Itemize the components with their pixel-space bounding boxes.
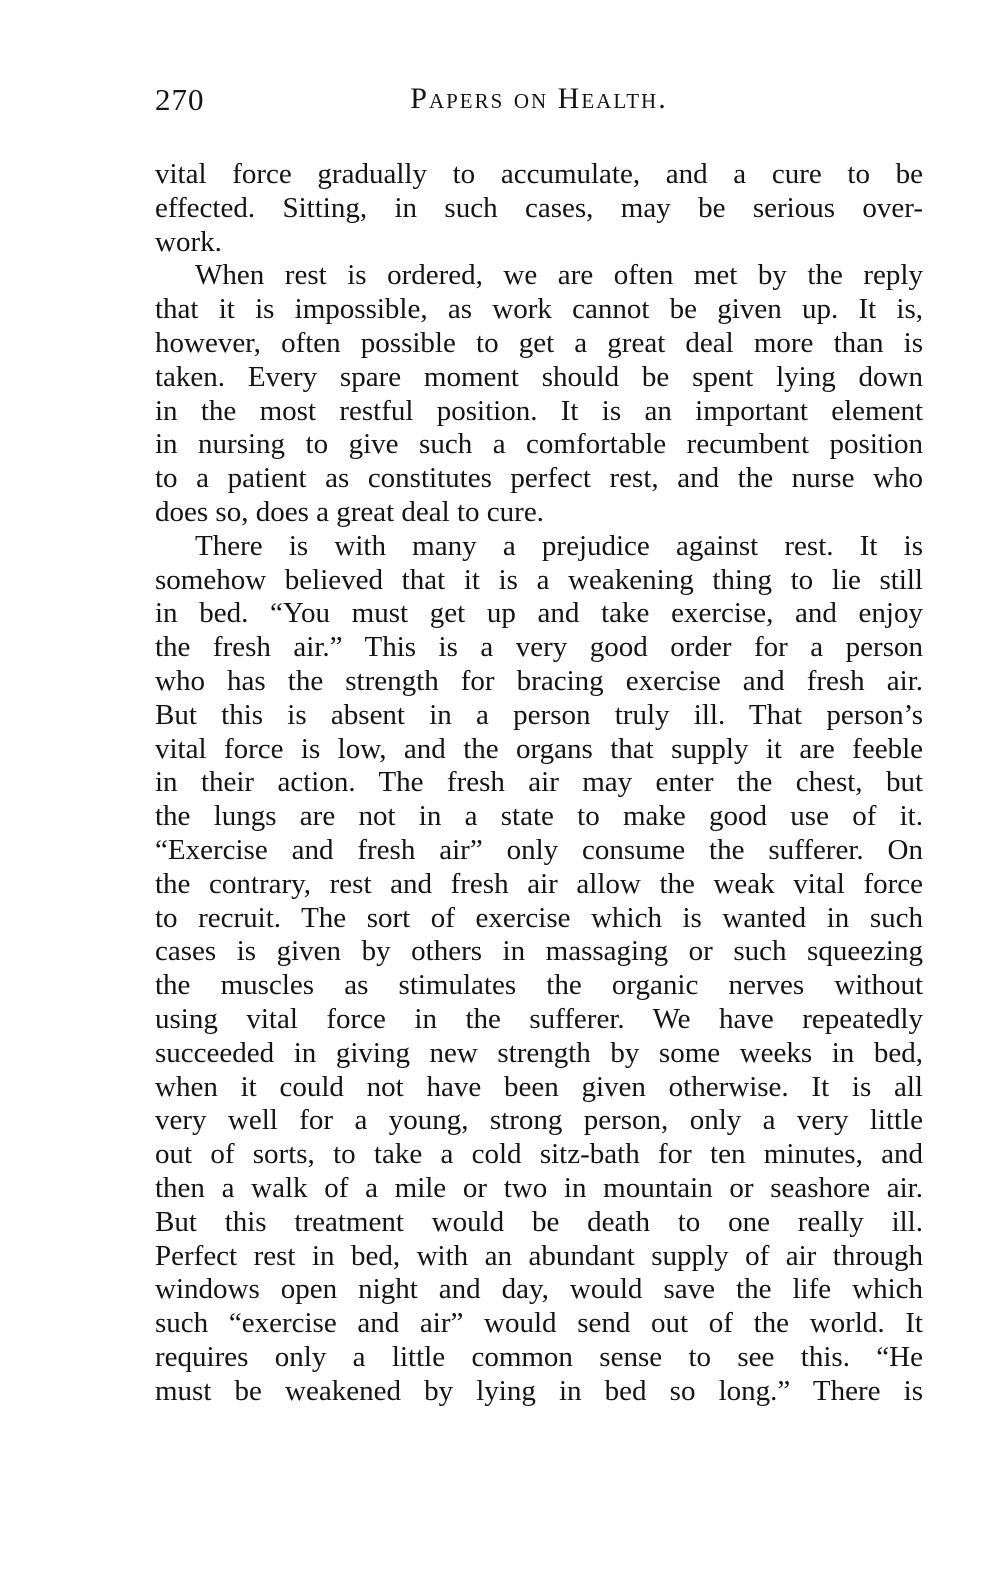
text-line: But this treatment would be death to one really ill. (155, 1205, 923, 1238)
text-line: to recruit. The sort of exercise which is wanted in such (155, 901, 923, 934)
text-line: the lungs are not in a state to make good use of it. (155, 800, 923, 833)
text-line: in their action. The fresh air may enter the chest, but (155, 766, 923, 799)
text-line: vital force gradually to accumulate, and a cure to be (155, 158, 923, 190)
text-line: must be weakened by lying in bed so long.” There is (155, 1374, 923, 1407)
text-line: to a patient as constitutes perfect rest, and the nurse who (155, 462, 923, 495)
text-line: But this is absent in a person truly ill. That person’s (155, 698, 923, 731)
text-line: very well for a young, strong person, only a very little (155, 1104, 923, 1137)
text-line: vital force is low, and the organs that supply it are feeble (155, 732, 923, 765)
text-line: effected. Sitting, in such cases, may be serious over- (155, 191, 923, 224)
text-line: the fresh air.” This is a very good order for a person (155, 631, 923, 664)
text-line: when it could not have been given otherwise. It is all (155, 1070, 923, 1103)
paragraph (155, 259, 923, 529)
text-line: out of sorts, to take a cold sitz-bath for ten minutes, and (155, 1138, 923, 1171)
text-line: however, often possible to get a great deal more than is (155, 326, 923, 359)
paragraph (155, 530, 923, 1409)
text-line: There is with many a prejudice against rest. It is (195, 529, 923, 562)
text-line: in the most restful position. It is an important element (155, 394, 923, 427)
text-line: using vital force in the sufferer. We have repeatedly (155, 1002, 923, 1035)
text-line: “Exercise and fresh air” only consume the sufferer. On (155, 833, 923, 866)
text-line: work. (155, 225, 222, 258)
text-line: Perfect rest in bed, with an abundant supply of air through (155, 1239, 923, 1272)
text-line: in nursing to give such a comfortable recumbent position (155, 428, 923, 461)
text-line: the muscles as stimulates the organic nerves without (155, 969, 923, 1002)
page-header (155, 82, 923, 126)
text-line: does so, does a great deal to cure. (155, 495, 544, 528)
text-line: When rest is ordered, we are often met by the reply (195, 259, 923, 292)
text-line: windows open night and day, would save the life which (155, 1273, 923, 1306)
text-line: who has the strength for bracing exercise and fresh air. (155, 664, 923, 697)
paragraph (155, 158, 923, 259)
text-line: taken. Every spare moment should be spent lying down (155, 360, 923, 393)
text-line: the contrary, rest and fresh air allow the weak vital force (155, 867, 923, 900)
text-line: succeeded in giving new strength by some weeks in bed, (155, 1036, 923, 1069)
text-line: requires only a little common sense to see this. “He (155, 1340, 923, 1373)
text-line: cases is given by others in massaging or such squeezing (155, 935, 923, 968)
text-line: in bed. “You must get up and take exercise, and enjoy (155, 597, 923, 630)
text-line: such “exercise and air” would send out of the world. It (155, 1307, 923, 1340)
text-line: that it is impossible, as work cannot be given up. It is, (155, 293, 923, 326)
body-text (155, 158, 923, 1408)
page-number: 270 (155, 82, 205, 117)
text-line: then a walk of a mile or two in mountain or seashore air. (155, 1171, 923, 1204)
running-head: Papers on Health. (410, 82, 668, 115)
text-line: somehow believed that it is a weakening thing to lie still (155, 563, 923, 596)
